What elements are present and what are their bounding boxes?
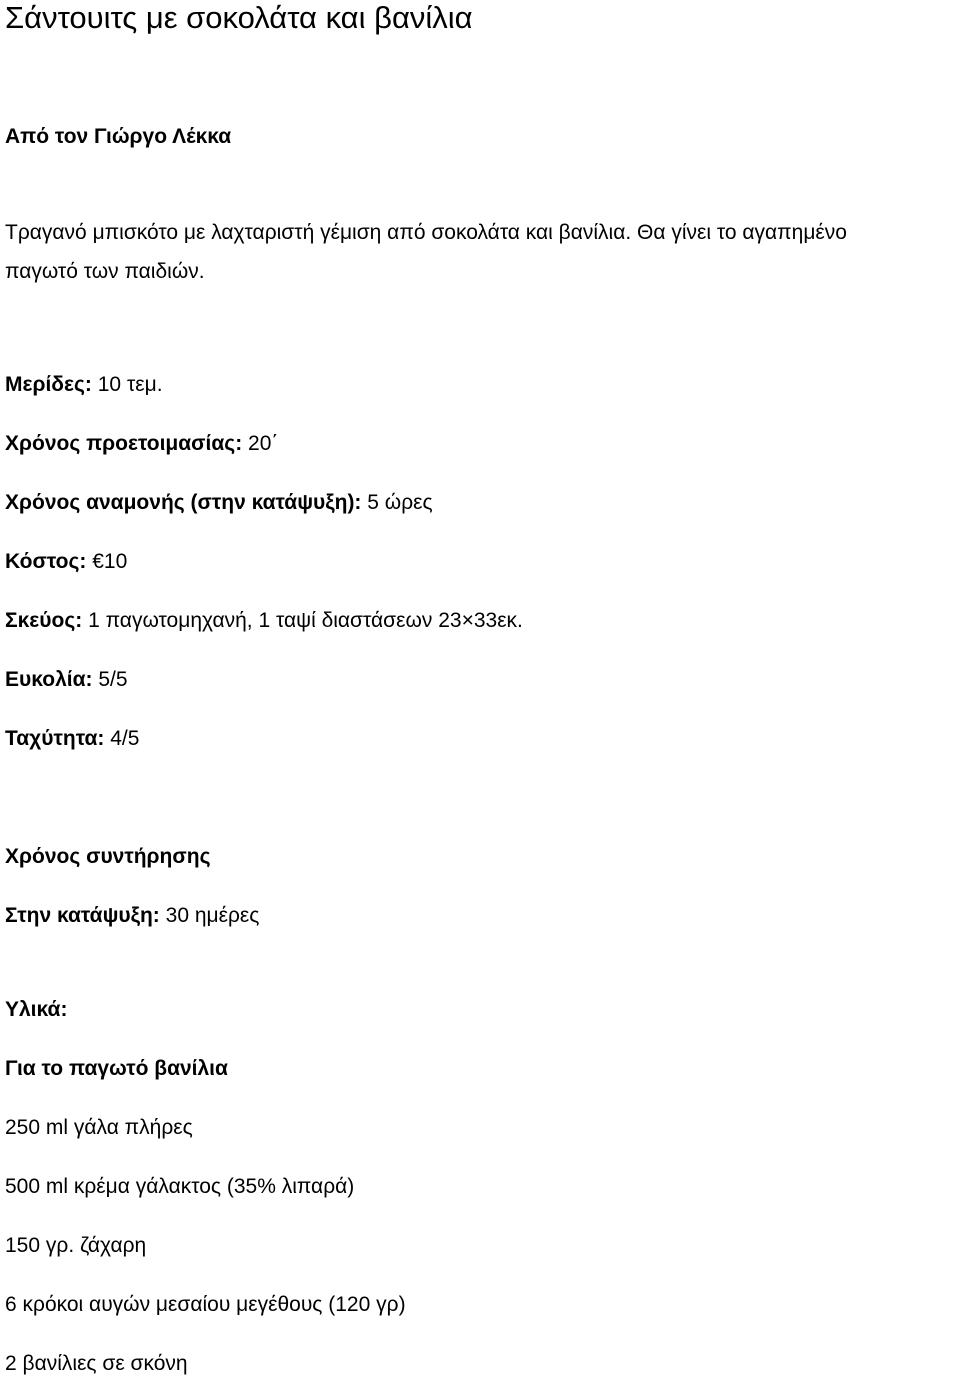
storage-heading: Χρόνος συντήρησης bbox=[5, 845, 211, 868]
servings-row bbox=[5, 374, 163, 395]
cost-value: €10 bbox=[92, 550, 128, 573]
ingredient-item: 2 βανίλιες σε σκόνη bbox=[5, 1352, 188, 1375]
ingredient-item: 250 ml γάλα πλήρες bbox=[5, 1116, 193, 1139]
recipe-author: Από τον Γιώργο Λέκκα bbox=[5, 125, 232, 148]
difficulty-label: Ευκολία: bbox=[5, 668, 93, 691]
ingredient-item: 6 κρόκοι αυγών μεσαίου μεγέθους (120 γρ) bbox=[5, 1293, 406, 1316]
ingredients-heading: Υλικά: bbox=[5, 998, 68, 1021]
speed-label: Ταχύτητα: bbox=[5, 727, 105, 750]
prep-time-label: Χρόνος προετοιμασίας: bbox=[5, 432, 243, 455]
recipe-description-line-1: Τραγανό μπισκότο με λαχταριστή γέμιση από σοκολάτα και βανίλια. Θα γίνει το αγαπημένο bbox=[5, 221, 847, 244]
cost-row bbox=[5, 551, 127, 572]
ingredient-item: 500 ml κρέμα γάλακτος (35% λιπαρά) bbox=[5, 1175, 355, 1198]
prep-time-value: 20΄ bbox=[248, 432, 279, 455]
difficulty-row bbox=[5, 669, 128, 690]
speed-row bbox=[5, 728, 139, 749]
speed-value: 4/5 bbox=[110, 727, 140, 750]
equipment-value: 1 παγωτομηχανή, 1 ταψί διαστάσεων 23×33εκ. bbox=[88, 609, 523, 632]
freezer-value: 30 ημέρες bbox=[165, 904, 260, 927]
wait-time-value: 5 ώρες bbox=[367, 491, 433, 514]
recipe-title: Σάντουιτς με σοκολάτα και βανίλια bbox=[5, 0, 473, 35]
prep-time-row bbox=[5, 433, 278, 454]
freezer-row bbox=[5, 905, 259, 926]
recipe-description-line-2: παγωτό των παιδιών. bbox=[5, 260, 205, 283]
vanilla-section-heading: Για το παγωτό βανίλια bbox=[5, 1057, 228, 1080]
equipment-label: Σκεύος: bbox=[5, 609, 83, 632]
wait-time-label: Χρόνος αναμονής (στην κατάψυξη): bbox=[5, 491, 362, 514]
equipment-row bbox=[5, 610, 523, 631]
difficulty-value: 5/5 bbox=[98, 668, 128, 691]
servings-value: 10 τεμ. bbox=[97, 373, 163, 396]
freezer-label: Στην κατάψυξη: bbox=[5, 904, 160, 927]
cost-label: Κόστος: bbox=[5, 550, 87, 573]
servings-label: Μερίδες: bbox=[5, 373, 92, 396]
wait-time-row bbox=[5, 492, 433, 513]
ingredient-item: 150 γρ. ζάχαρη bbox=[5, 1234, 147, 1257]
